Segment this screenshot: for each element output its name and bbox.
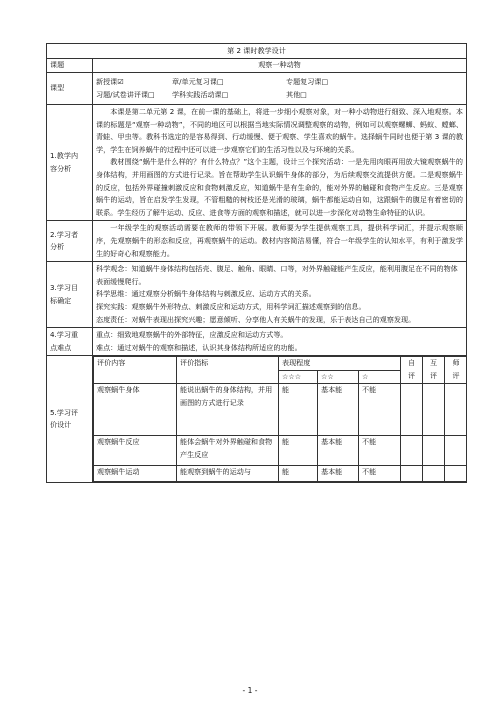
type-option-topic-review: 专题复习课□: [286, 76, 329, 86]
header-eval-content: 评价内容: [94, 357, 177, 384]
keypoints-label: 4.学习重 点难点: [47, 328, 93, 356]
topic-value: 观察一种动物: [93, 59, 467, 73]
header-peer-eval: 互 评: [423, 357, 445, 384]
evaluation-table: [93, 356, 467, 482]
self-eval-cell[interactable]: [401, 384, 423, 436]
type-option-exercise: 习题/试卷讲评课□: [96, 89, 155, 99]
learner-label: 2.学习者 分析: [47, 221, 93, 262]
page-number: - 1 -: [242, 686, 258, 695]
teacher-eval-cell[interactable]: [445, 466, 467, 482]
content-analysis: [93, 105, 467, 221]
self-eval-cell[interactable]: [401, 466, 423, 482]
peer-eval-cell[interactable]: [423, 384, 445, 436]
peer-eval-cell[interactable]: [423, 466, 445, 482]
goal-concept: 科学观念：知道蜗牛身体结构包括壳、腹足、触角、眼睛、口等，对外界触碰能产生反应，能利用腹足在不同的物体表面缓慢爬行。: [96, 264, 458, 286]
table-row: 观察蜗牛运动 能观察到蜗牛的运动与 能 基本能 不能: [94, 466, 467, 482]
header-teacher-eval: 师 评: [445, 357, 467, 384]
stars-one: ☆: [359, 370, 401, 384]
evaluation-design: [93, 356, 467, 483]
type-label: 课型: [47, 73, 93, 105]
teacher-eval-cell[interactable]: [445, 436, 467, 466]
difficult-point: 难点：通过对蜗牛的观察和描述，认识其身体结构所适应的功能。: [96, 342, 302, 352]
key-point: 重点：细致地观察蜗牛的外部特征，应激反应和运动方式等。: [96, 330, 288, 340]
table-row: 观察蜗牛身体 能说出蜗牛的身体结构，并用画图的方式进行记录 能 基本能 不能: [94, 384, 467, 436]
goals-label: 3.学习目 标确定: [47, 262, 93, 328]
stars-two: ☆☆: [318, 370, 359, 384]
topic-label: 课题: [47, 59, 93, 73]
type-option-other: 其他□: [286, 89, 307, 99]
key-and-difficult-points: [93, 328, 467, 356]
teacher-eval-cell[interactable]: [445, 384, 467, 436]
learner-paragraph: 一年级学生的观察活动需要在教师的带领下开展。教师要为学生提供观察工具，提供科学词汇，并提示观察顺序，先观察蜗牛的形态和反应，再观察蜗牛的运动。教材内容简洁易懂，符合一年级学生的认知水平，有利于激发学生的好奇心和观察能力。: [96, 223, 463, 258]
content-label: 1.教学内 容分析: [47, 105, 93, 221]
type-option-practice: 学科实践活动课□: [172, 89, 229, 99]
learning-goals: [93, 262, 467, 328]
content-paragraph-1: 本课是第二单元第 2 课，在前一课的基础上，将进一步细小观察对象，对一种小动物进行细致、深入地观察。本课的标题是“观察一种动物”，不同的地区可以根据当地实际情况调整观察的动物，例如可以观察螺蛳、蚂蚁、螳螂、青蛙、甲虫等。教科书选定的是容易得到、行动缓慢、便于观察、学生喜欢的蜗牛。选择蜗牛同时也便于第 3 课的教学，学生在饲养蜗牛的过程中还可以进一步观察它们的生活习性以及与环境的关系。: [96, 107, 463, 154]
goal-attitude: 态度责任：对蜗牛表现出探究兴趣；愿意倾听、分享他人有关蜗牛的发现，乐于表达自己的观察发现。: [96, 314, 416, 324]
type-options: [93, 73, 467, 105]
lesson-plan-page: [46, 43, 466, 483]
type-option-unit-review: 章/单元复习课□: [172, 76, 224, 86]
goal-practice: 探究实践：观察蜗牛外形特点、刺激反应和运动方式，用科学词汇描述观察到的信息。: [96, 301, 366, 311]
peer-eval-cell[interactable]: [423, 436, 445, 466]
lesson-plan-table: [46, 43, 467, 483]
header-performance-level: 表现程度: [279, 357, 401, 371]
table-row: 观察蜗牛反应 能体会蜗牛对外界触碰和食物产生反应 能 基本能 不能: [94, 436, 467, 466]
content-paragraph-2: 教材围绕“蜗牛是什么样的？有什么特点？”这个主题，设计三个探究活动：一是先用肉眼再用放大镜观察蜗牛的身体结构，并用画图的方式进行记录。旨在帮助学生认识蜗牛身体的部分，为后续观察交流提供方便。二是观察蜗牛的反应，包括外界碰撞刺激反应和食物刺激反应，知道蜗牛是有生命的，能对外界的触碰和食物产生反应。三是观察蜗牛的运动，旨在启发学生发现，不管粗糙的树枝还是光滑的玻璃，蜗牛都能运动自如，这跟蜗牛的腹足有着密切的联系。学生经历了解牛运动、反应、进食等方面的观察和描述，就可以进一步深化对动物生命特征的认识。: [96, 157, 463, 217]
learner-analysis: [93, 221, 467, 262]
goal-thinking: 科学思维：通过观察分析蜗牛身体结构与刺激反应、运动方式的关系。: [96, 289, 316, 299]
self-eval-cell[interactable]: [401, 436, 423, 466]
header-self-eval: 自 评: [401, 357, 423, 384]
evaluation-label: 5.学习评 价设计: [47, 356, 93, 483]
type-option-new: 新授课☑: [96, 76, 124, 86]
stars-three: ☆☆☆: [279, 370, 318, 384]
header-eval-indicator: 评价指标: [177, 357, 279, 384]
document-title: 第 2 课时教学设计: [47, 44, 467, 59]
